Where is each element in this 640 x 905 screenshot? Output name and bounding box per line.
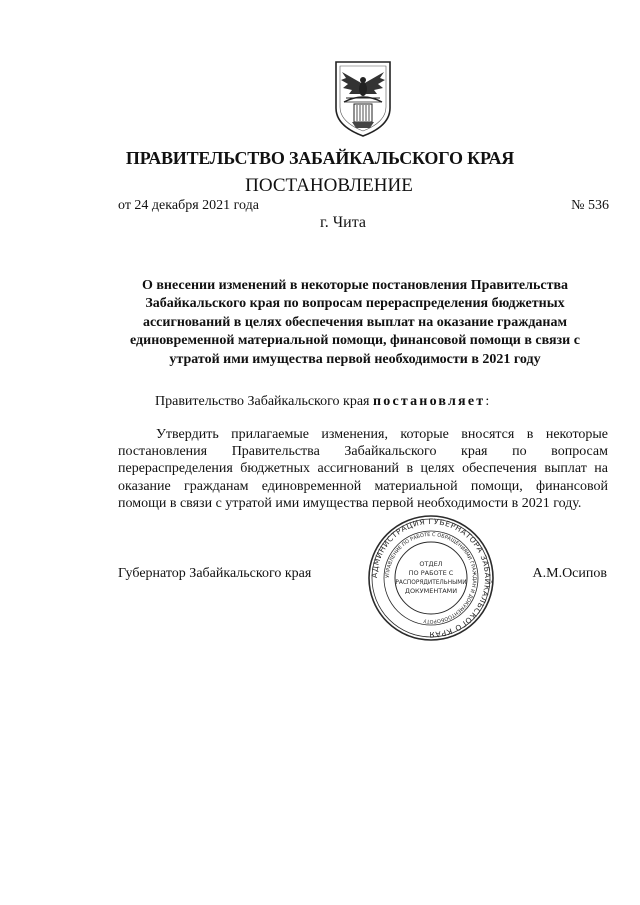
government-title: ПРАВИТЕЛЬСТВО ЗАБАЙКАЛЬСКОГО КРАЯ: [125, 148, 515, 168]
stamp-outer-text: АДМИНИСТРАЦИЯ ГУБЕРНАТОРА ЗАБАЙКАЛЬСКОГО КРАЯ: [369, 516, 493, 640]
stamp-center-line: РАСПОРЯДИТЕЛЬНЫМИ: [395, 580, 467, 586]
document-type: ПОСТАНОВЛЕНИЕ: [245, 175, 413, 196]
stamp-center-line: ПО РАБОТЕ С: [408, 569, 454, 577]
coat-of-arms-icon: [330, 58, 396, 140]
document-date: от 24 декабря 2021 года: [118, 198, 259, 213]
stamp-inner-text: УПРАВЛЕНИЕ ПО РАБОТЕ С ОБРАЩЕНИЯМИ ГРАЖДАН И ДОКУМЕНТООБОРОТУ: [384, 531, 478, 625]
document-number: № 536: [571, 198, 609, 213]
intro-emphasis: постановляет: [372, 394, 486, 409]
official-stamp-icon: [367, 514, 495, 642]
intro-text: Правительство Забайкальского края: [155, 394, 373, 409]
signer-name: А.М.Осипов: [532, 566, 607, 581]
stamp-center-line: ОТДЕЛ: [419, 560, 443, 568]
resolution-body: Утвердить прилагаемые изменения, которые вносятся в некоторые постановления Правительства Забайкальского края по вопросам перераспределения бюджетных ассигнований в целях обеспечения выплат на оказание гражданам единовременной материальной помощи, финансовой помощи в связи с утратой ими имущества первой необходимости в 2021 году.: [118, 427, 608, 511]
document-subject: О внесении изменений в некоторые постановления Правительства Забайкальского края по вопросам перераспределения бюджетных ассигнований в целях обеспечения выплат на оказание гражданам единовременной материальной помощи, финансовой помощи в связи с утратой ими имущества первой необходимости в 2021 году: [130, 278, 580, 367]
intro-colon: :: [485, 394, 490, 409]
document-city: г. Чита: [319, 214, 366, 231]
stamp-center-line: ДОКУМЕНТАМИ: [404, 587, 458, 595]
signer-position: Губернатор Забайкальского края: [118, 566, 312, 581]
resolution-intro: [155, 394, 489, 410]
svg-text:УПРАВЛЕНИЕ ПО РАБОТЕ С ОБРАЩЕН: [385, 532, 477, 624]
